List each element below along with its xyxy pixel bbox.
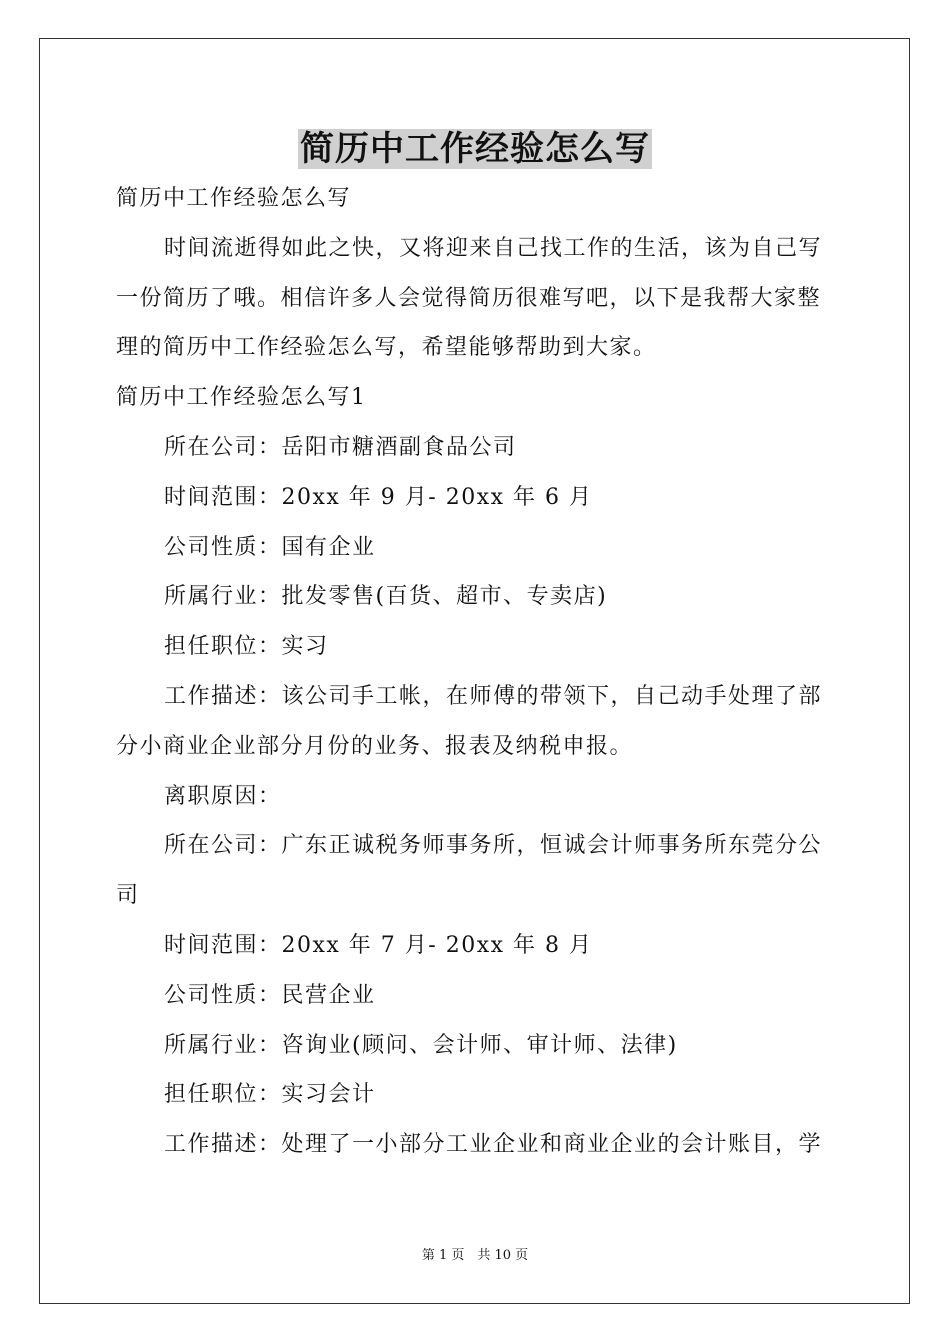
text-line: 一份简历了哦。相信许多人会觉得简历很难写吧，以下是我帮大家整 (116, 285, 822, 311)
text-line: 时间流逝得如此之快，又将迎来自己找工作的生活，该为自己写 (164, 235, 823, 261)
text-line: 简历中工作经验怎么写1 (116, 385, 367, 411)
text-line: 所属行业：咨询业(顾问、会计师、审计师、法律) (164, 1032, 678, 1058)
text-line: 担任职位：实习会计 (164, 1082, 376, 1108)
text-line: 公司性质：国有企业 (164, 534, 376, 560)
document-title-container (0, 126, 950, 172)
document-body (116, 174, 834, 1170)
text-line: 时间范围：20xx 年 9 月- 20xx 年 6 月 (164, 484, 593, 510)
text-line: 司 (116, 883, 140, 909)
text-line: 所在公司：广东正诚税务师事务所，恒诚会计师事务所东莞分公 (164, 833, 823, 859)
text-line: 所属行业：批发零售(百货、超市、专卖店) (164, 584, 608, 610)
document-title: 简历中工作经验怎么写 (300, 129, 650, 169)
text-line: 简历中工作经验怎么写 (116, 186, 352, 211)
text-line: 工作描述：处理了一小部分工业企业和商业企业的会计账目，学 (164, 1132, 823, 1158)
text-line: 时间范围：20xx 年 7 月- 20xx 年 8 月 (164, 932, 593, 958)
text-line: 公司性质：民营企业 (164, 982, 376, 1008)
text-line: 理的简历中工作经验怎么写，希望能够帮助到大家。 (116, 335, 657, 361)
page-footer: 第 1 页 共 10 页 (421, 1248, 529, 1263)
text-line: 离职原因： (164, 783, 282, 809)
text-line: 工作描述：该公司手工帐，在师傅的带领下，自己动手处理了部 (164, 683, 823, 709)
text-line: 担任职位：实习 (164, 634, 329, 660)
text-line: 分小商业企业部分月份的业务、报表及纳税申报。 (116, 733, 634, 759)
text-line: 所在公司：岳阳市糖酒副食品公司 (164, 434, 517, 460)
